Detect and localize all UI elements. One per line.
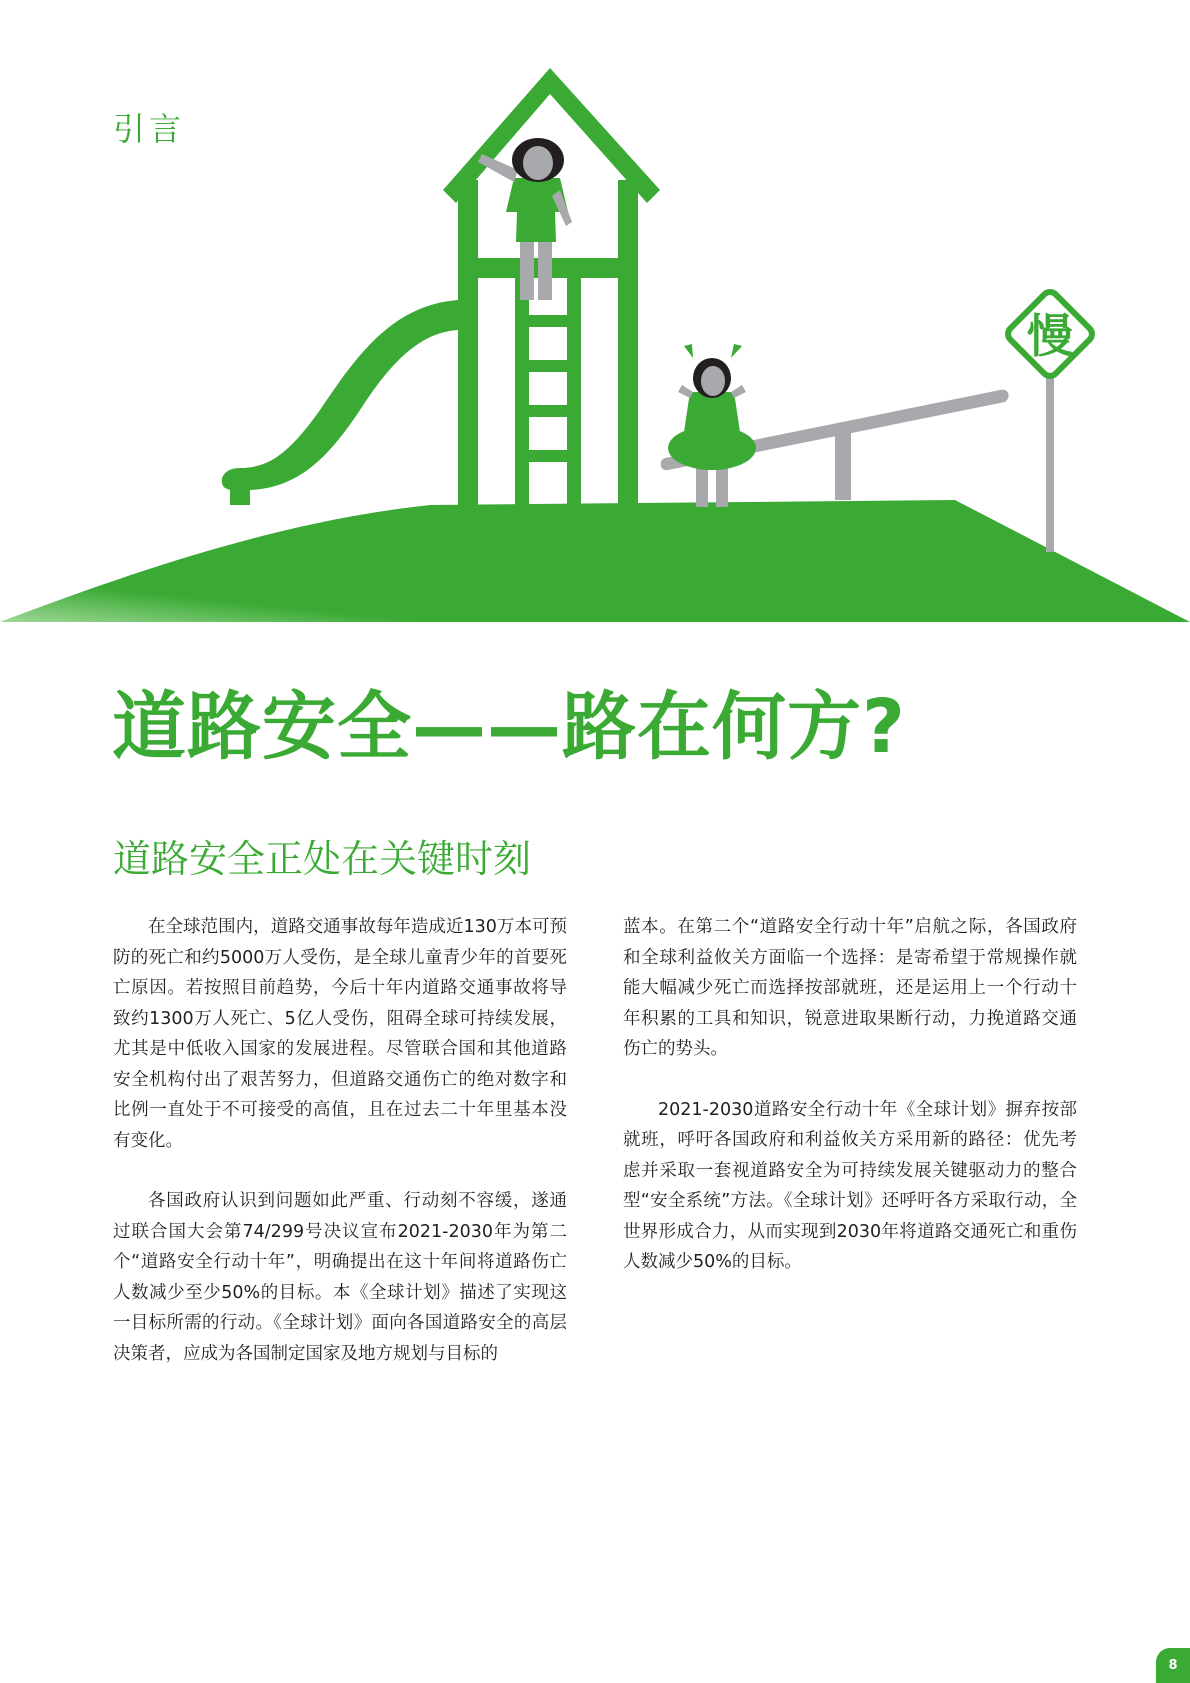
grass-hill (0, 500, 1190, 622)
sign-pole (1046, 360, 1054, 552)
child-on-seesaw (668, 344, 756, 507)
section-label: 引言 (113, 110, 186, 148)
slow-sign (1005, 289, 1096, 380)
slow-sign-text: 慢 (1027, 309, 1073, 363)
right-column (623, 912, 1077, 1308)
left-column (113, 912, 567, 1399)
slide (222, 300, 458, 505)
paragraph: 2021-2030道路安全行动十年《全球计划》摒弃按部就班，呼吁各国政府和利益攸关方采用新的路径：优先考虑并采取一套视道路安全为可持续发展关键驱动力的整合型“安全系统”方法。《全球计划》还呼吁各方采取行动，全世界形成合力，从而实现到2030年将道路交通死亡和重伤人数减少50%的目标。 (623, 1099, 1077, 1272)
page-number: 8 (1156, 1648, 1190, 1683)
section-subtitle: 道路安全正处在关键时刻 (113, 837, 532, 881)
page-title: 道路安全——路在何方? (112, 684, 906, 770)
playground-illustration (0, 0, 1190, 640)
paragraph: 在全球范围内，道路交通事故每年造成近130万本可预防的死亡和约5000万人受伤，是全球儿童青少年的首要死亡原因。若按照目前趋势，今后十年内道路交通事故将导致约1300万人死亡、5亿人受伤，阻碍全球可持续发展，尤其是中低收入国家的发展进程。尽管联合国和其他道路安全机构付出了艰苦努力，但道路交通伤亡的绝对数字和比例一直处于不可接受的高值，且在过去二十年里基本没有变化。 (113, 917, 567, 1151)
paragraph: 各国政府认识到问题如此严重、行动刻不容缓，遂通过联合国大会第74/299号决议宣布2021-2030年为第二个“道路安全行动十年”，明确提出在这十年间将道路伤亡人数减少至少50%的目标。本《全球计划》描述了实现这一目标所需的行动。《全球计划》面向各国道路安全的高层决策者，应成为各国制定国家及地方规划与目标的 (113, 1191, 567, 1364)
paragraph: 蓝本。在第二个“道路安全行动十年”启航之际，各国政府和全球利益攸关方面临一个选择：是寄希望于常规操作就能大幅减少死亡而选择按部就班，还是运用上一个行动十年积累的工具和知识，锐意进取果断行动，力挽道路交通伤亡的势头。 (623, 917, 1077, 1059)
